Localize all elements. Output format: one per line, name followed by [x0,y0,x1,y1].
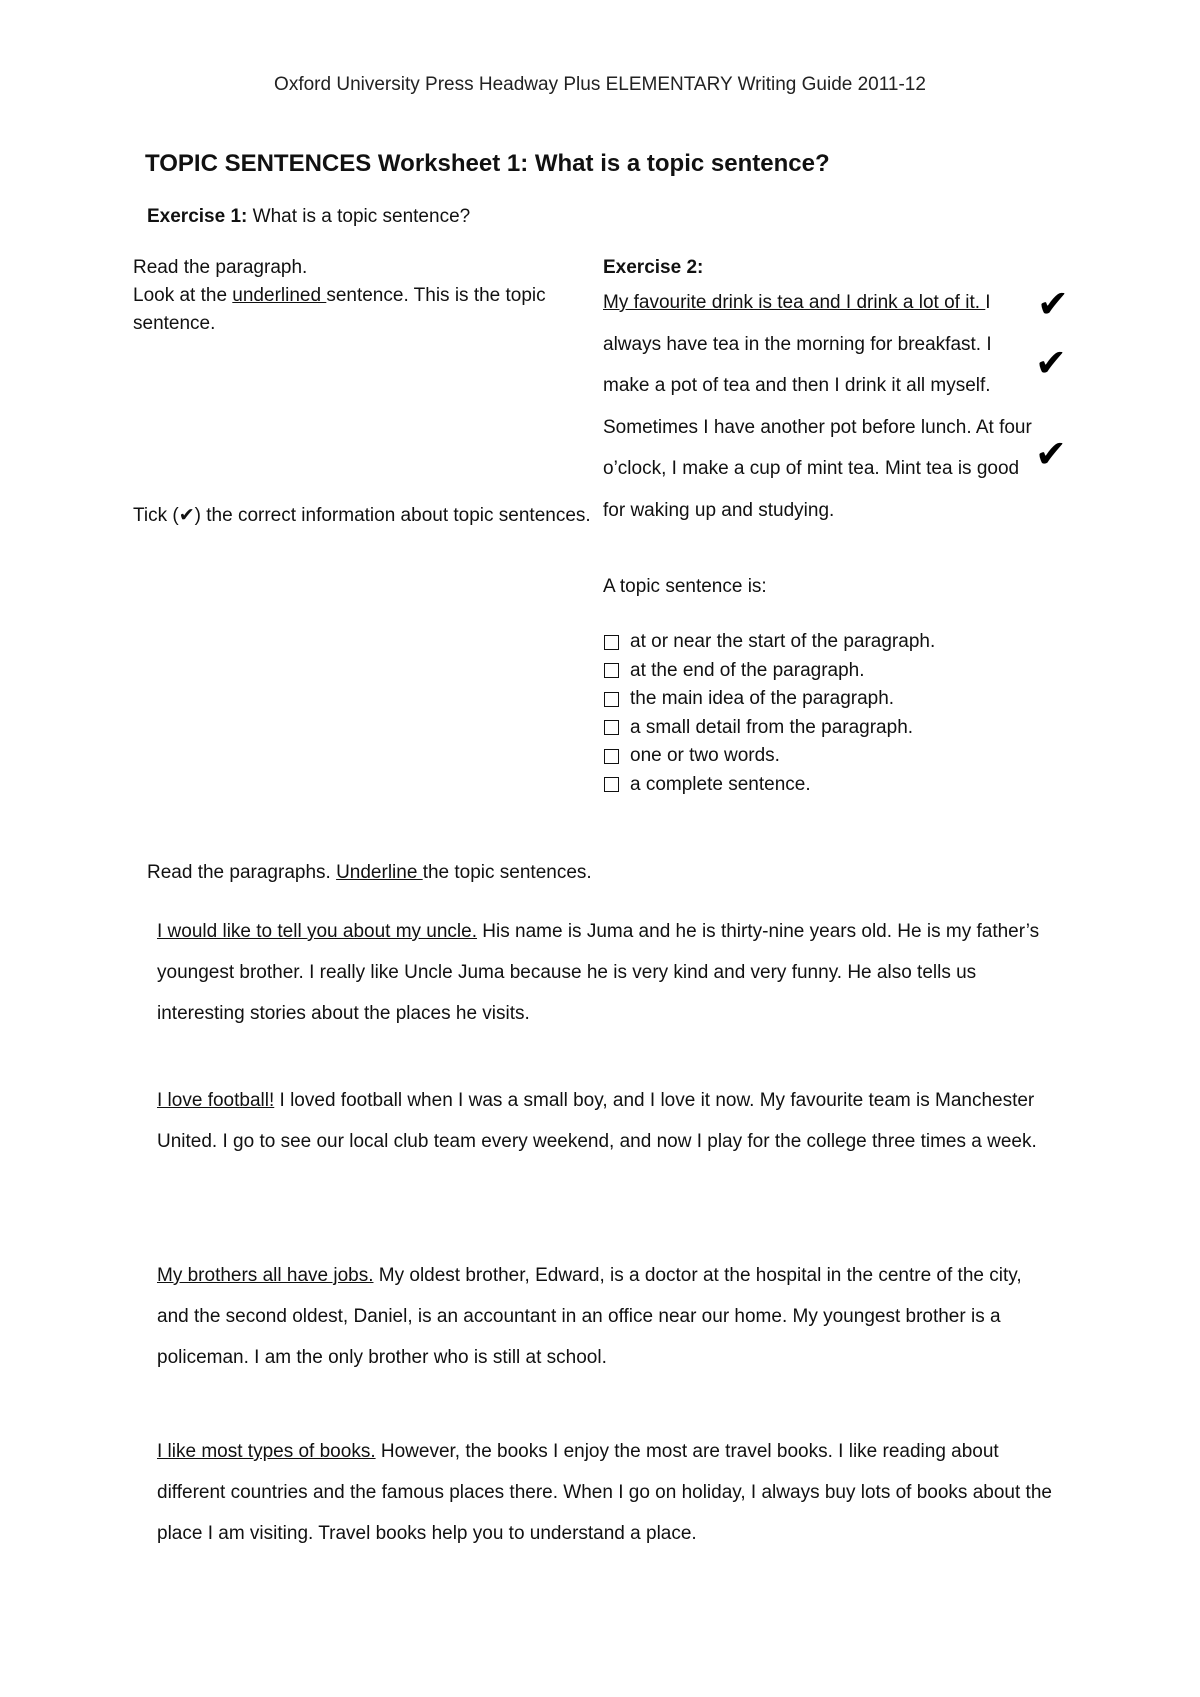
paragraph-football [157,1080,1057,1162]
topic-sentence: I like most types of books. [157,1441,376,1462]
instr-underline-word: Underline [336,862,423,883]
checkbox[interactable] [604,663,619,678]
option-label: at the end of the paragraph. [630,659,865,681]
instr-pre: Read the paragraphs. [147,862,337,883]
checkbox[interactable] [604,635,619,650]
checkbox[interactable] [604,720,619,735]
exercise2-block [603,254,1083,531]
tick-instruction: Tick (✔) the correct information about topic sentences. [133,505,591,526]
checkbox-option[interactable] [604,771,935,800]
paragraph-uncle [157,911,1057,1034]
topic-sentence: I love football! [157,1090,275,1111]
option-label: the main idea of the paragraph. [630,688,895,710]
option-label: a small detail from the paragraph. [630,716,914,738]
check-mark-icon: ✔ [1037,282,1069,326]
look-underlined-line [133,282,593,338]
exercise1-label: Exercise 1: [147,206,248,227]
paragraph-body: I loved football when I was a small boy, and I love it now. My favourite team is Manchester United. I go to see our local club team every weekend, and now I play for the college three times a week. [157,1090,1037,1152]
topic-sentence: My brothers all have jobs. [157,1265,374,1286]
exercise1-heading [147,206,470,228]
underlined-word: underlined [232,285,327,306]
exercise2-paragraph [603,282,1043,531]
option-label: at or near the start of the paragraph. [630,631,936,653]
checkbox-option[interactable] [604,657,935,686]
paragraph-books [157,1431,1057,1554]
underline-instruction [147,862,592,884]
checkbox[interactable] [604,749,619,764]
exercise1-instructions [133,254,593,338]
topic-sentence-text: sentence. This is the topic sentence. [133,285,546,334]
running-header: Oxford University Press Headway Plus ELEMENTARY Writing Guide 2011-12 [274,74,926,95]
instr-post: the topic sentences. [422,862,592,883]
read-paragraph-line: Read the paragraph. [133,257,308,278]
option-label: a complete sentence. [630,773,811,795]
check-mark-icon: ✔ [1035,432,1067,476]
checkbox-option[interactable] [604,685,935,714]
exercise2-label: Exercise 2: [603,257,704,278]
exercise2-body: I always have tea in the morning for breakfast. I make a pot of tea and then I drink it all myself. Sometimes I have another pot before lunch. At four o’clock, I make a cup of mint tea. Mint tea is good for waking up and studying. [603,292,1032,521]
checkbox-option[interactable] [604,628,935,657]
exercise2-topic-sentence: My favourite drink is tea and I drink a lot of it. [603,292,986,313]
topic-sentence-is-label: A topic sentence is: [603,576,767,597]
checkbox-list [604,628,935,799]
option-label: one or two words. [630,745,780,767]
worksheet-title: TOPIC SENTENCES Worksheet 1: What is a topic sentence? [145,150,830,177]
paragraph-body: However, the books I enjoy the most are travel books. I like reading about different countries and the famous places there. When I go on holiday, I always buy lots of books about the place I am visiting. Travel books help you to understand a place. [157,1441,1052,1544]
paragraph-body: His name is Juma and he is thirty-nine years old. He is my father’s youngest brother. I really like Uncle Juma because he is very kind and very funny. He also tells us interesting stories about the places he visits. [157,921,1040,1024]
checkbox[interactable] [604,692,619,707]
look-text: Look at the [133,285,233,306]
paragraph-brothers [157,1255,1057,1378]
paragraph-body: My oldest brother, Edward, is a doctor at the hospital in the centre of the city, and the second oldest, Daniel, is an accountant in an office near our home. My youngest brother is a policeman. I am the only brother who is still at school. [157,1265,1022,1368]
exercise1-text: What is a topic sentence? [247,206,471,227]
check-mark-icon: ✔ [1035,341,1067,385]
checkbox-option[interactable] [604,714,935,743]
checkbox[interactable] [604,777,619,792]
checkbox-option[interactable] [604,742,935,771]
topic-sentence: I would like to tell you about my uncle. [157,921,478,942]
